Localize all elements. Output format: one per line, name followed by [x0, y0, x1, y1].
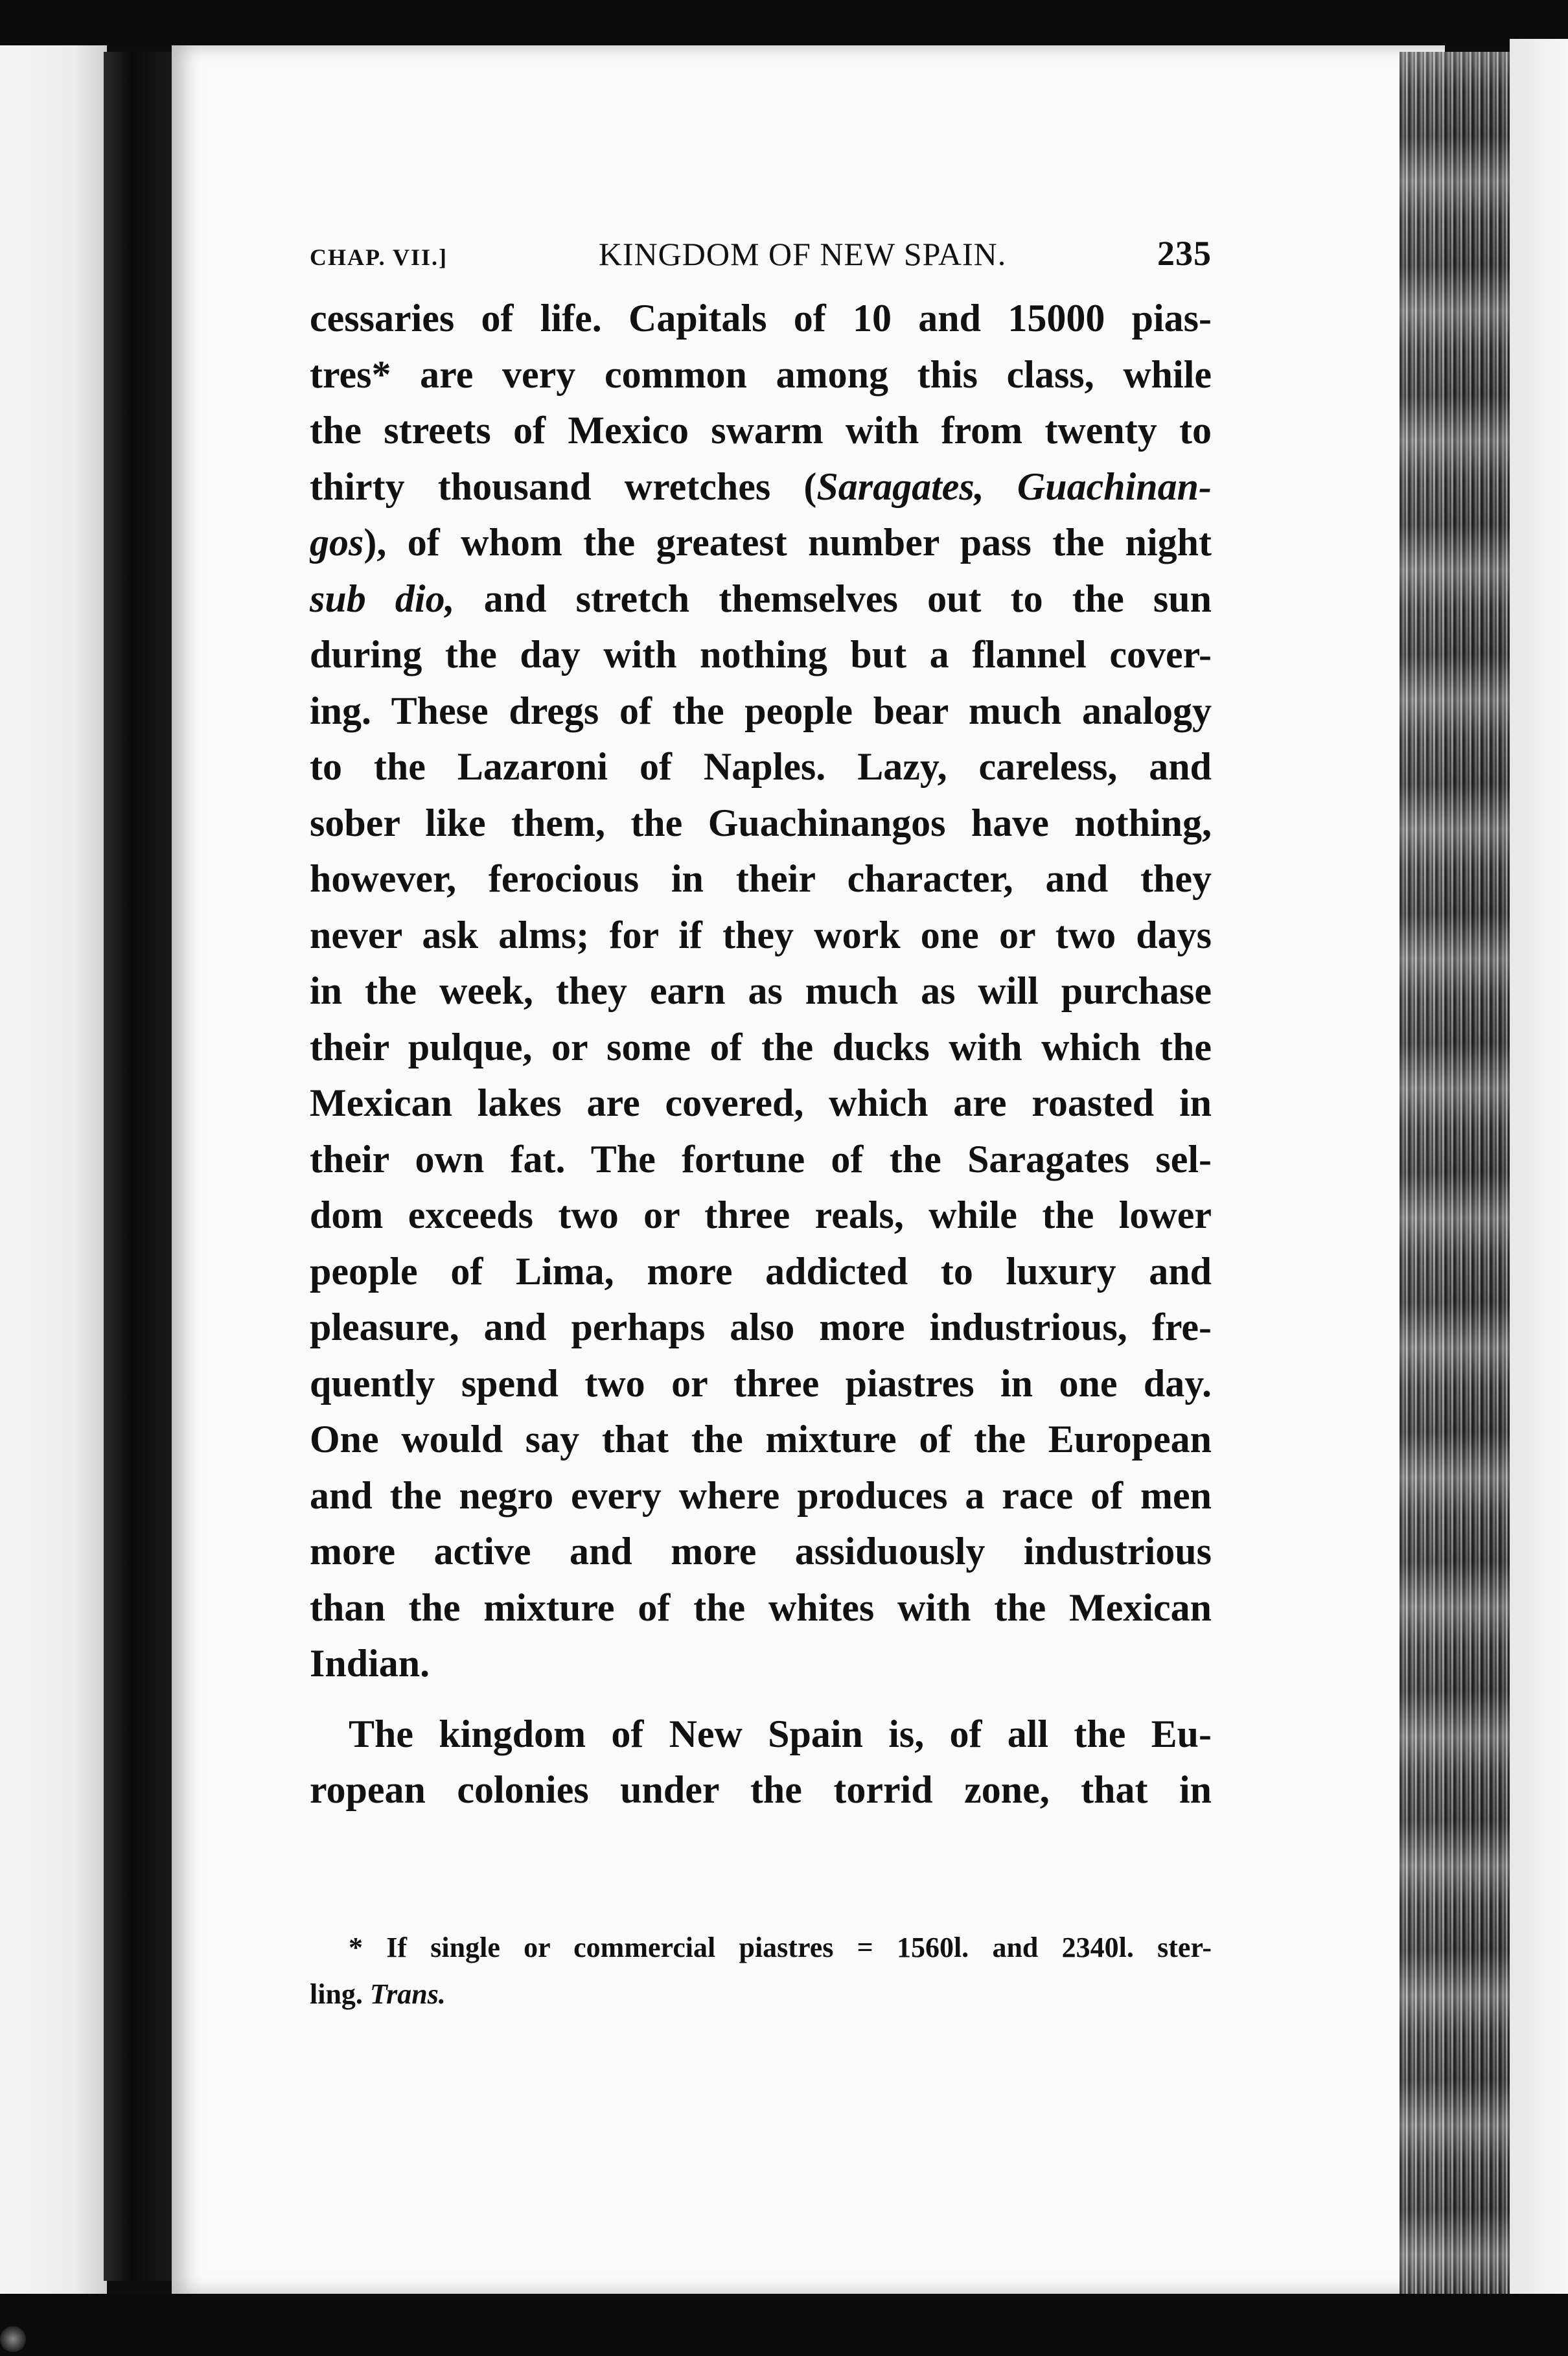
text-line: their pulque, or some of the ducks with which the [310, 1025, 1212, 1068]
scan-top-border [0, 0, 1568, 47]
text-fragment: thirty thousand wretches ( [310, 465, 817, 508]
book-gutter [104, 52, 175, 2281]
text-line: tres* are very common among this class, while [310, 352, 1212, 396]
paragraph-gap [310, 1692, 1212, 1706]
text-fragment: ling. [310, 1978, 370, 2010]
text-line [310, 459, 1212, 515]
text-line: dom exceeds two or three reals, while the lower [310, 1194, 1212, 1236]
text-line: to the Lazaroni of Naples. Lazy, careless, and [310, 745, 1212, 788]
text-line [310, 571, 1212, 627]
text-line: sober like them, the Guachinangos have nothing, [310, 801, 1212, 844]
text-line: more active and more assiduously industrious [310, 1530, 1212, 1573]
text-line: their own fat. The fortune of the Saragates sel- [310, 1137, 1212, 1181]
translator-mark: Trans. [369, 1978, 446, 2010]
text-block [310, 233, 1212, 1818]
text-line: Indian. [310, 1642, 430, 1685]
footnote-line [310, 1971, 1212, 2018]
scan-bottom-border [0, 2294, 1568, 2356]
text-line: Mexican lakes are covered, which are roasted in [310, 1081, 1212, 1124]
footnote [310, 1924, 1212, 2018]
text-line: ropean colonies under the torrid zone, that in [310, 1768, 1212, 1811]
text-line: ing. These dregs of the people bear much analogy [310, 689, 1212, 732]
previous-page-edge [0, 45, 107, 2294]
text-line: One would say that the mixture of the European [310, 1418, 1212, 1461]
text-line: The kingdom of New Spain is, of all the Eu- [349, 1712, 1212, 1755]
italic-term: gos [310, 521, 364, 564]
scan-right-background [1510, 39, 1568, 2307]
footnote-line: * If single or commercial piastres = 1560l. and 2340l. ster- [349, 1932, 1212, 1963]
text-fragment: and stretch themselves out to the sun [454, 577, 1212, 620]
text-line [310, 514, 1212, 571]
scan-corner-mark [0, 2326, 26, 2352]
body-text [310, 290, 1212, 1818]
page-number: 235 [1157, 234, 1212, 273]
italic-term: sub dio, [310, 577, 455, 620]
text-line: pleasure, and perhaps also more industrious, fre- [310, 1306, 1212, 1348]
text-line: in the week, they earn as much as will purchase [310, 969, 1212, 1012]
text-line: quently spend two or three piastres in one day. [310, 1361, 1212, 1405]
running-head [310, 233, 1212, 273]
text-line: during the day with nothing but a flannel cover- [310, 633, 1212, 676]
text-line: and the negro every where produces a race of men [310, 1473, 1212, 1517]
italic-term: Saragates, Guachinan- [816, 465, 1212, 508]
page-fore-edge [1400, 52, 1510, 2294]
text-line: never ask alms; for if they work one or two days [310, 913, 1212, 956]
text-fragment: ), of whom the greatest number pass the night [363, 521, 1212, 564]
text-line: than the mixture of the whites with the Mexican [310, 1586, 1212, 1629]
text-line: people of Lima, more addicted to luxury and [310, 1249, 1212, 1293]
chapter-label: CHAP. VII.] [310, 244, 448, 270]
text-line: cessaries of life. Capitals of 10 and 15000 pias- [310, 297, 1212, 340]
text-line: however, ferocious in their character, and they [310, 857, 1212, 900]
running-title: KINGDOM OF NEW SPAIN. [598, 236, 1007, 272]
text-line: the streets of Mexico swarm with from twenty to [310, 409, 1212, 452]
